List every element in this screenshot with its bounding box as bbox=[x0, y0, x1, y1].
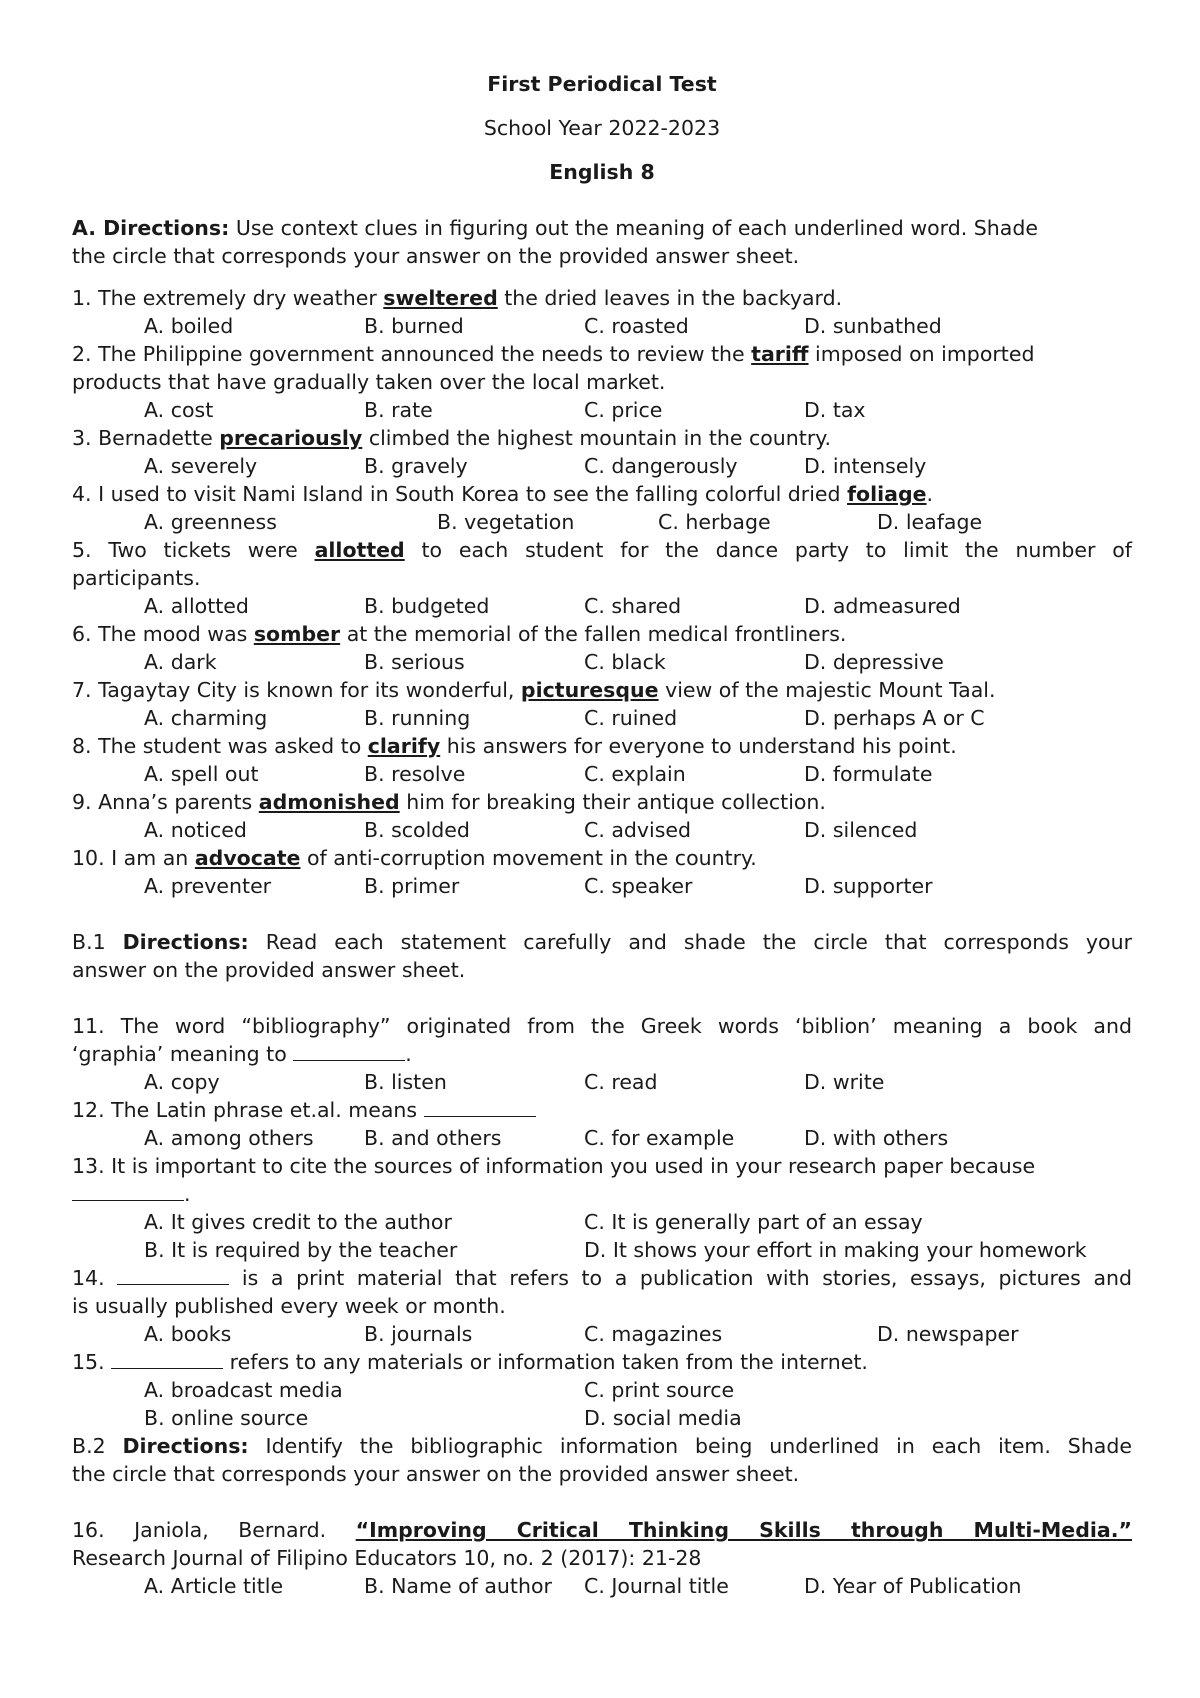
underlined-word: tariff bbox=[751, 342, 809, 366]
choice-a: A. allotted bbox=[144, 594, 249, 618]
choices-1 bbox=[72, 312, 1132, 340]
question-3: 3. Bernadette precariously climbed the highest mountain in the country. bbox=[72, 426, 831, 450]
choices-12 bbox=[72, 1124, 1132, 1152]
choice-b: B. rate bbox=[364, 398, 433, 422]
choice-d: D. It shows your effort in making your homework bbox=[584, 1238, 1087, 1262]
section-a-label: A. Directions: bbox=[72, 216, 230, 240]
choice-b: B. vegetation bbox=[437, 510, 575, 534]
question-12: 12. The Latin phrase et.al. means bbox=[72, 1096, 1132, 1124]
answer-blank bbox=[72, 1180, 184, 1201]
choices-14 bbox=[72, 1320, 1132, 1348]
question-16: 16. Janiola, Bernard. “Improving Critical Thinking Skills through Multi-Media.” bbox=[72, 1518, 1132, 1542]
choice-c: C. advised bbox=[584, 818, 692, 842]
choice-c: C. for example bbox=[584, 1126, 735, 1150]
choice-b: B. gravely bbox=[364, 454, 468, 478]
choice-d: D. social media bbox=[584, 1406, 742, 1430]
choice-a: A. noticed bbox=[144, 818, 247, 842]
question-1: 1. The extremely dry weather sweltered the dried leaves in the backyard. bbox=[72, 286, 843, 310]
choice-b: B. scolded bbox=[364, 818, 470, 842]
choice-d: D. tax bbox=[804, 398, 866, 422]
choice-d: D. silenced bbox=[804, 818, 918, 842]
choices-10 bbox=[72, 872, 1132, 900]
choice-a: A. It gives credit to the author bbox=[144, 1210, 452, 1234]
choice-c: C. speaker bbox=[584, 874, 693, 898]
choice-c: C. shared bbox=[584, 594, 682, 618]
choices-15-row1 bbox=[72, 1376, 1132, 1404]
answer-blank bbox=[111, 1348, 223, 1369]
choice-c: C. It is generally part of an essay bbox=[584, 1210, 923, 1234]
answer-blank bbox=[424, 1096, 536, 1117]
choice-c: C. black bbox=[584, 650, 666, 674]
choice-d: D. depressive bbox=[804, 650, 944, 674]
choice-a: A. broadcast media bbox=[144, 1378, 343, 1402]
choices-13-row1 bbox=[72, 1208, 1132, 1236]
choices-6 bbox=[72, 648, 1132, 676]
choice-a: A. Article title bbox=[144, 1574, 284, 1598]
question-7: 7. Tagaytay City is known for its wonderful, picturesque view of the majestic Mount Taal. bbox=[72, 678, 996, 702]
choice-a: A. books bbox=[144, 1322, 232, 1346]
choices-9 bbox=[72, 816, 1132, 844]
choice-c: C. herbage bbox=[658, 510, 771, 534]
choice-c: C. explain bbox=[584, 762, 686, 786]
section-b2-label: Directions: bbox=[122, 1434, 249, 1458]
choice-a: A. cost bbox=[144, 398, 214, 422]
choice-d: D. newspaper bbox=[877, 1322, 1019, 1346]
choices-5 bbox=[72, 592, 1132, 620]
underlined-word: advocate bbox=[194, 846, 301, 870]
underlined-word: somber bbox=[253, 622, 341, 646]
choice-b: B. listen bbox=[364, 1070, 447, 1094]
choice-d: D. write bbox=[804, 1070, 885, 1094]
choice-b: B. journals bbox=[364, 1322, 473, 1346]
question-11: 11. The word “bibliography” originated from the Greek words ‘biblion’ meaning a book and bbox=[72, 1014, 1132, 1038]
choices-7 bbox=[72, 704, 1132, 732]
choice-b: B. and others bbox=[364, 1126, 502, 1150]
choice-c: C. roasted bbox=[584, 314, 689, 338]
question-2: 2. The Philippine government announced the needs to review the tariff imposed on imported bbox=[72, 342, 1035, 366]
choice-c: C. price bbox=[584, 398, 663, 422]
choice-b: B. online source bbox=[144, 1406, 309, 1430]
choice-b: B. primer bbox=[364, 874, 460, 898]
choice-a: A. boiled bbox=[144, 314, 234, 338]
question-4: 4. I used to visit Nami Island in South Korea to see the falling colorful dried foliage. bbox=[72, 482, 934, 506]
choice-a: A. severely bbox=[144, 454, 258, 478]
underlined-word: sweltered bbox=[383, 286, 498, 310]
question-9: 9. Anna’s parents admonished him for breaking their antique collection. bbox=[72, 790, 826, 814]
section-b1-label: Directions: bbox=[122, 930, 249, 954]
choices-15-row2 bbox=[72, 1404, 1132, 1432]
choice-d: D. Year of Publication bbox=[804, 1574, 1022, 1598]
choice-b: B. budgeted bbox=[364, 594, 490, 618]
underlined-word: picturesque bbox=[520, 678, 659, 702]
choice-d: D. with others bbox=[804, 1126, 949, 1150]
question-14: 14. is a print material that refers to a publication with stories, essays, pictures and bbox=[72, 1266, 1133, 1290]
answer-blank bbox=[117, 1264, 229, 1285]
choice-a: A. copy bbox=[144, 1070, 220, 1094]
choice-d: D. perhaps A or C bbox=[804, 706, 985, 730]
choice-a: A. dark bbox=[144, 650, 217, 674]
choice-d: D. formulate bbox=[804, 762, 933, 786]
choice-d: D. supporter bbox=[804, 874, 933, 898]
choice-c: C. ruined bbox=[584, 706, 678, 730]
question-6: 6. The mood was somber at the memorial of the fallen medical frontliners. bbox=[72, 622, 847, 646]
question-10: 10. I am an advocate of anti-corruption movement in the country. bbox=[72, 846, 757, 870]
choice-a: A. charming bbox=[144, 706, 268, 730]
choices-2 bbox=[72, 396, 1132, 424]
choices-11 bbox=[72, 1068, 1132, 1096]
choice-b: B. running bbox=[364, 706, 471, 730]
choice-a: A. among others bbox=[144, 1126, 314, 1150]
section-a-directions: A. Directions: Use context clues in figuring out the meaning of each underlined word. Shade bbox=[72, 216, 1038, 240]
choice-b: B. Name of author bbox=[364, 1574, 552, 1598]
section-b1-directions: B.1 Directions: Read each statement carefully and shade the circle that corresponds your bbox=[72, 930, 1133, 954]
choices-8 bbox=[72, 760, 1132, 788]
question-15: 15. refers to any materials or information taken from the internet. bbox=[72, 1350, 868, 1374]
choice-c: C. magazines bbox=[584, 1322, 723, 1346]
school-year: School Year 2022-2023 bbox=[483, 116, 721, 140]
choice-b: B. burned bbox=[364, 314, 464, 338]
choice-b: B. It is required by the teacher bbox=[144, 1238, 458, 1262]
underlined-word: allotted bbox=[314, 538, 405, 562]
choice-a: A. preventer bbox=[144, 874, 272, 898]
choice-d: D. intensely bbox=[804, 454, 927, 478]
underlined-article-title: “Improving Critical Thinking Skills through Multi-Media.” bbox=[355, 1518, 1132, 1542]
choice-c: C. Journal title bbox=[584, 1574, 729, 1598]
choices-3 bbox=[72, 452, 1132, 480]
choice-c: C. print source bbox=[584, 1378, 735, 1402]
choices-4 bbox=[72, 508, 1132, 536]
choice-b: B. resolve bbox=[364, 762, 466, 786]
choice-a: A. greenness bbox=[144, 510, 277, 534]
choice-a: A. spell out bbox=[144, 762, 259, 786]
choices-13-row2 bbox=[72, 1236, 1132, 1264]
choice-c: C. dangerously bbox=[584, 454, 738, 478]
choice-d: D. sunbathed bbox=[804, 314, 942, 338]
choice-d: D. leafage bbox=[877, 510, 983, 534]
underlined-word: admonished bbox=[258, 790, 400, 814]
answer-blank bbox=[293, 1040, 405, 1061]
choice-d: D. admeasured bbox=[804, 594, 961, 618]
choice-b: B. serious bbox=[364, 650, 465, 674]
test-page: First Periodical Test School Year 2022-2023 English 8 A. Directions: Use context clues in figuring out the meaning of each underlined word. Shade the circle that corresponds your answer on the provided answer sheet. 1. The extremely dry weather sweltered the dried leaves in the backyard. A. boiled B. burned C. roasted D. sunbathed 2. The Philippine government announced the needs to review the tariff imposed on imported products that have gradually taken over the local market. A. cost B. rate C. price D. tax 3. Bernadette precariously climbed the highest mountain in the country. A. severely B. gravely C. dangerously D. intensely 4. I used to visit Nami Island in South Korea to see the falling colorful dried foliage. A. greenness B. vegetation C. herbage D. leafage 5. Two tickets were allotted to each student for the dance party to limit the number of participants. A. allotted B. budgeted C. shared D. admeasured 6. The mood was somber at the memorial of the fallen medical frontliners. A. dark B. serious C. black D. depressive 7. Tagaytay City is known for its wonderful, picturesque view of the majestic Mount Taal. A. charming B. running C. ruined D. perhaps A or C 8. The student was asked to clarify his answers for everyone to understand his point. A. spell out B. resolve C. explain D. formulate 9. Anna’s parents admonished him for breaking their antique collection. A. noticed B. scolded C. advised D. silenced 10. I am an advocate of anti-corruption movement in the country. A. preventer B. primer C. speaker D. supporter B.1 Directions: Read each statement carefully and shade the circle that corresponds your answer on the provided answer sheet. 11. The word “bibliography” originated from the Greek words ‘biblion’ meaning a book and ‘graphia’ meaning to . A. copy B. listen C. read D. write 12. The Latin phrase et.al. means A. among others B. and others C. for example D. with others 13. It is important to cite the sources of information you used in your research paper because . A. It gives credit to the author C. It is generally part of an essay B. It is required by the teacher D. It shows your effort in making your homework 14. is a print material that refers to a publication with stories, essays, pictures and is usually published every week or month. A. books B. journals C. magazines D. newspaper 15. refers to any materials or information taken from the internet. A. broadcast media C. print source B. online source D. social media B.2 Directions: Identify the bibliographic information being underlined in each item. Shade the circle that corresponds your answer on the provided answer sheet. 16. Janiola, Bernard. “Improving Critical Thinking Skills through Multi-Media.” Research Journal of Filipino Educators 10, no. 2 (2017): 21-28 A. Article title B. Name of author C. Journal title D. Year of Publication bbox=[72, 72, 1133, 1598]
underlined-word: precariously bbox=[219, 426, 363, 450]
question-5: 5. Two tickets were allotted to each student for the dance party to limit the number of bbox=[72, 538, 1132, 562]
choice-c: C. read bbox=[584, 1070, 658, 1094]
underlined-word: clarify bbox=[367, 734, 441, 758]
page-title: First Periodical Test bbox=[487, 72, 717, 96]
section-b2-directions: B.2 Directions: Identify the bibliographic information being underlined in each item. Shade bbox=[72, 1434, 1132, 1458]
underlined-word: foliage bbox=[847, 482, 927, 506]
choices-16 bbox=[72, 1572, 1132, 1600]
question-13: 13. It is important to cite the sources of information you used in your research paper because bbox=[72, 1154, 1036, 1178]
subject-heading: English 8 bbox=[549, 160, 655, 184]
question-8: 8. The student was asked to clarify his answers for everyone to understand his point. bbox=[72, 734, 957, 758]
